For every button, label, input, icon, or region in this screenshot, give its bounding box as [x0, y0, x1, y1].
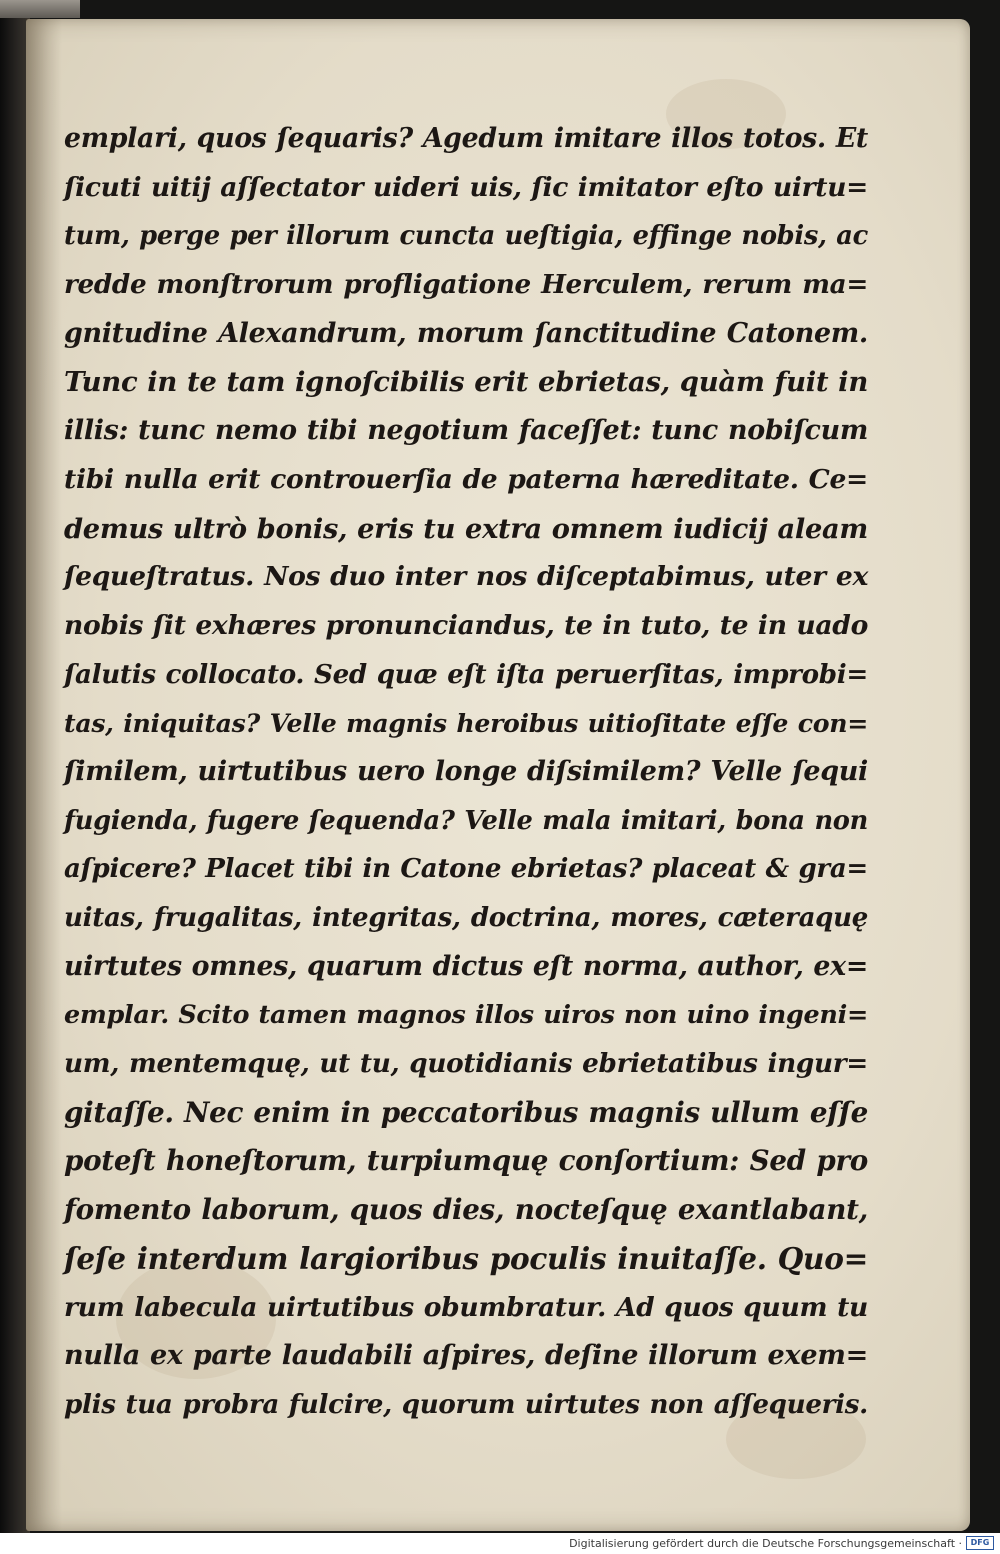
text-line: gnitudine Alexandrum, morum ſanctitudine Catonem.: [64, 317, 868, 349]
text-line: nulla ex parte laudabili aſpires, deſine illorum exem=: [64, 1340, 868, 1372]
text-line: ſimilem, uirtutibus uero longe diſsimilem? Velle ſequi: [64, 755, 868, 787]
latin-text-block: [64, 115, 868, 1430]
text-line: Tunc in te tam ignoſcibilis erit ebrietas, quàm fuit in: [64, 366, 868, 399]
text-line: redde monſtrorum profligatione Herculem, rerum ma=: [64, 269, 868, 301]
text-line: ſicuti uitij aſſectator uideri uis, ſic imitator eſto uirtu=: [64, 171, 868, 203]
text-line: ſalutis collocato. Sed quæ eſt iſta peruerſitas, improbi=: [64, 658, 868, 690]
dfg-logo-icon[interactable]: DFG: [966, 1536, 994, 1550]
text-line: um, mentemquę, ut tu, quotidianis ebrietatibus ingur=: [64, 1048, 868, 1080]
text-line: tibi nulla erit controuerſia de paterna hæreditate. Ce=: [64, 463, 868, 495]
text-line: illis: tunc nemo tibi negotium faceſſet: tunc nobiſcum: [64, 415, 868, 447]
text-line: uirtutes omnes, quarum dictus eſt norma, author, ex=: [64, 950, 868, 982]
page-gutter-shadow: [26, 19, 62, 1531]
top-cover-strip: [0, 0, 80, 18]
text-line: tas, iniquitas? Velle magnis heroibus uitioſitate eſſe con=: [64, 708, 868, 739]
text-line: uitas, frugalitas, integritas, doctrina, mores, cæteraquę: [64, 903, 868, 933]
text-line: demus ultrò bonis, eris tu extra omnem iudicij aleam: [64, 512, 868, 545]
text-line: fomento laborum, quos dies, nocteſquę exantlabant,: [64, 1193, 868, 1227]
text-line: aſpicere? Placet tibi in Catone ebrietas? placeat & gra=: [64, 854, 868, 885]
text-line: poteſt honeſtorum, turpiumquę conſortium: Sed pro: [64, 1144, 868, 1178]
text-line: ſequeſtratus. Nos duo inter nos diſceptabimus, uter ex: [64, 561, 868, 593]
text-line: gitaſſe. Nec enim in peccatoribus magnis ullum eſſe: [64, 1095, 868, 1129]
text-line: tum, perge per illorum cuncta ueſtigia, effinge nobis, ac: [64, 221, 868, 252]
digitization-credit: Digitalisierung gefördert durch die Deutsche Forschungsgemeinschaft ·: [569, 1537, 962, 1550]
text-line: plis tua probra fulcire, quorum uirtutes non aſſequeris.: [64, 1388, 868, 1420]
text-line: rum labecula uirtutibus obumbratur. Ad quos quum tu: [64, 1291, 868, 1323]
text-line: emplar. Scito tamen magnos illos uiros non uino ingeni=: [64, 1000, 868, 1031]
text-line: ſeſe interdum largioribus poculis inuitaſſe. Quo=: [64, 1240, 868, 1276]
text-line: fugienda, fugere ſequenda? Velle mala imitari, bona non: [64, 805, 868, 836]
text-line: nobis ſit exhæres pronunciandus, te in tuto, te in uado: [64, 609, 868, 641]
text-line: emplari, quos ſequaris? Agedum imitare illos totos. Et: [64, 123, 868, 154]
